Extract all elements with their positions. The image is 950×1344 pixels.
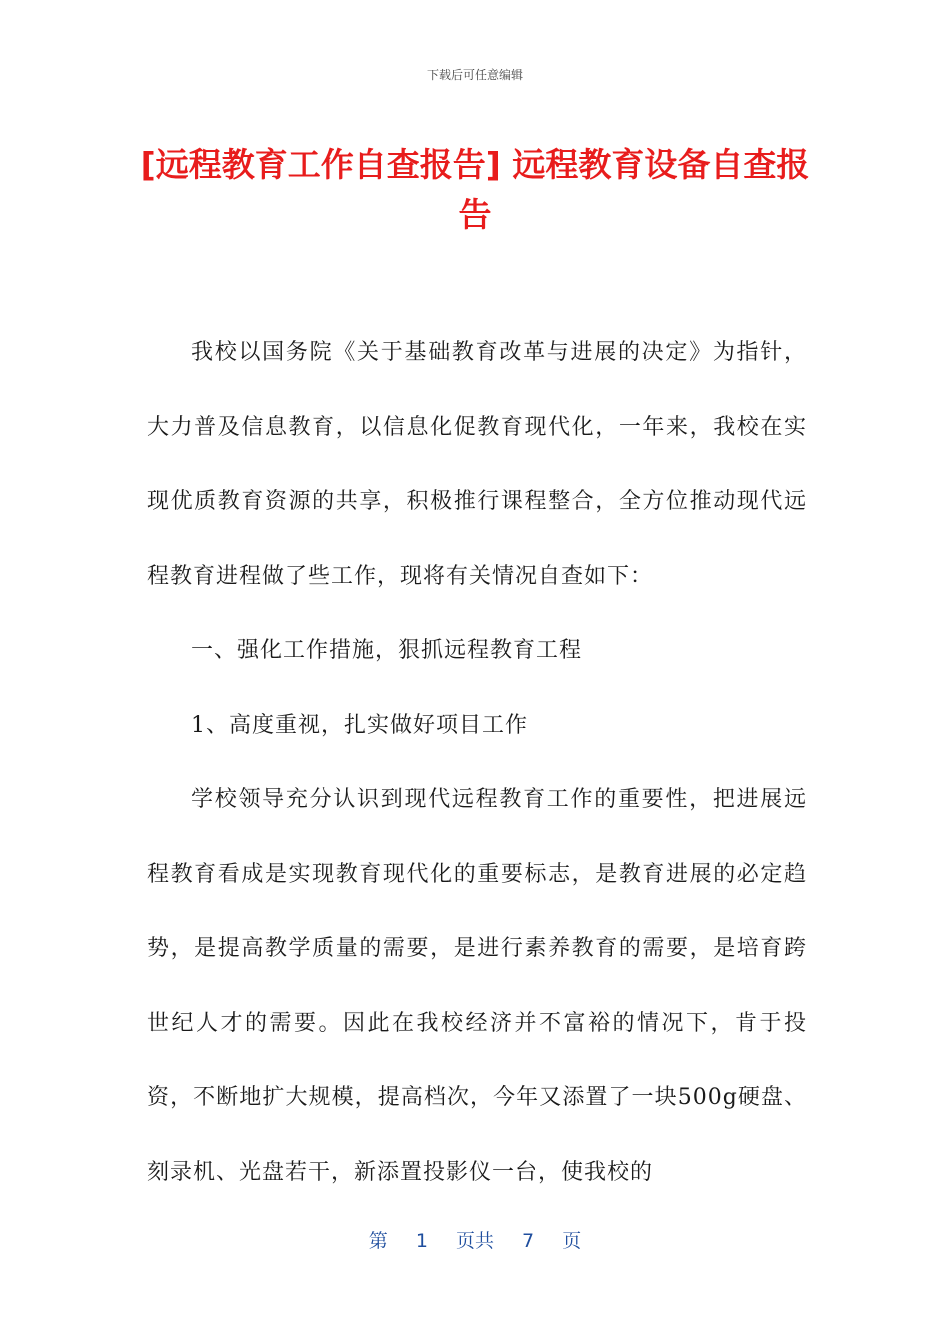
paragraph-body-1: 学校领导充分认识到现代远程教育工作的重要性，把进展远程教育看成是实现教育现代化的重要标志，是教育进展的必定趋势，是提高教学质量的需要，是进行素养教育的需要，是培育跨世纪人才的需要。因此在我校经济并不富裕的情况下，肯于投资，不断地扩大规模，提高档次，今年又添置了一块500g硬盘、刻录机、光盘若干，新添置投影仪一台，使我校的 [147,787,807,1185]
page-prefix: 第 [368,1230,388,1252]
page-current: 1 [415,1230,428,1252]
section-heading-1: 一、强化工作措施，狠抓远程教育工程 [191,638,583,663]
page-suffix: 页 [562,1230,582,1252]
page-number-footer [0,1226,950,1253]
page-total: 7 [522,1230,535,1252]
subsection-heading-1: 1、高度重视，扎实做好项目工作 [191,712,528,738]
page-middle: 页共 [455,1230,494,1252]
document-title: [远程教育工作自查报告] 远程教育设备自查报告 [140,145,810,234]
page-header-note: 下载后可任意编辑 [426,68,523,82]
document-body [147,316,807,1210]
paragraph-intro: 我校以国务院《关于基础教育改革与进展的决定》为指针，大力普及信息教育，以信息化促教育现代化，一年来，我校在实现优质教育资源的共享，积极推行课程整合，全方位推动现代远程教育进程做了些工作，现将有关情况自查如下： [147,340,807,589]
